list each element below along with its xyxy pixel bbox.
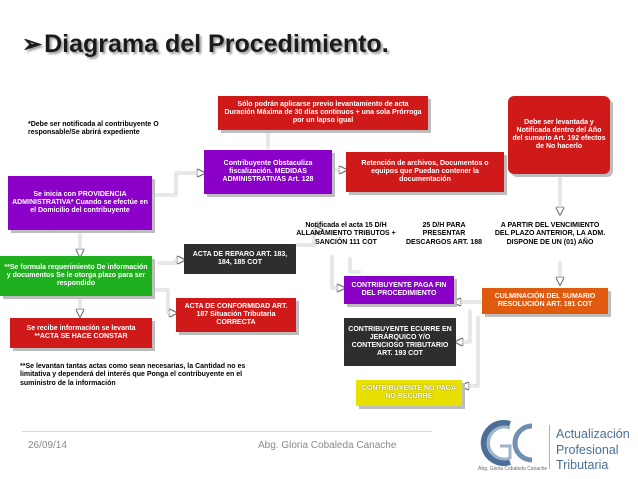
deadline-warning-box [508,96,610,174]
culminacion-sumario-box [482,288,608,314]
acta-reparo-text: ACTA DE REPARO ART. 183, 184, 185 COT [192,250,288,266]
contribuyente-recurre-box [344,318,456,366]
levanta-acta-box [10,318,152,348]
title-arrow-icon: ➢ [22,31,43,58]
contribuyente-paga-text: CONTRIBUYENTE PAGA FIN DEL PROCEDIMIENTO [351,281,447,297]
culminacion-sumario-text: CULMINACIÓN DEL SUMARIO RESOLUCIÓN ART. 191 COT [494,292,596,308]
footer-divider [22,431,432,432]
title-text: Diagrama del Procedimiento. [44,30,389,58]
max-duration-note-text: Sólo podrán aplicarse previo levantamiento de acta Duración Máxima de 30 días continuos + una sola Prórroga por un lapso igual [224,100,422,125]
requerimiento-box [0,256,152,296]
gcc-logo-icon [470,418,548,468]
providencia-box [8,176,152,230]
levanta-acta-text: Se recibe información se levanta **ACTA SE HACE CONSTAR [26,324,136,340]
actas-footnote-text: **Se levantan tantas actas como sean necesarias, la Cantidad no es limitativa y dependerá del interés que Ponga el contribuyente en el suministro de la información [20,363,246,387]
retencion-box [346,152,504,192]
acta-conformidad-text: ACTA DE CONFORMIDAD ART. 187 Situación Tributaria CORRECTA [184,302,288,327]
logo-line-3: Tributaria [556,458,609,473]
logo-divider [549,425,550,469]
no-paga-box [356,380,462,406]
notified-act-term [284,222,408,247]
descargos-term-text: 25 D/H PARA PRESENTAR DESCARGOS ART. 188 [406,222,482,246]
notified-act-term-text: Notificada el acta 15 D/H ALLANAMIENTO TRIBUTOS + SANCIÓN 111 COT [296,222,396,246]
actas-footnote [20,363,250,388]
no-paga-text: CONTRIBUYENTE NO PAGA NO RECURRE [361,384,457,400]
deadline-warning-text: Debe ser levantada y Notificada dentro del Año del sumario Art. 192 efectos de No hacerlo [512,118,606,151]
notification-note [28,121,198,138]
contribuyente-recurre-text: CONTRIBUYENTE ECURRE EN JERÁRQUICO Y/O CONTENCIOSO TRIBUTARIO ART. 193 COT [348,325,452,358]
medidas-administrativas-text: Contribuyente Obstaculiza fiscalización. MEDIDAS ADMINISTRATIVAS Art. 128 [222,159,314,184]
footer-author: Abg. Gloria Cobaleda Canache [258,440,397,451]
notification-note-text: *Debe ser notificada al contribuyente O responsable/Se abrirá expediente [28,121,159,137]
admin-deadline-term [494,222,606,247]
logo-line-2: Profesional [556,442,619,457]
requerimiento-text: **Se formula requerimiento De información y documentos Se le otorga plazo para ser respondido [4,263,148,288]
footer-date: 26/09/14 [28,440,67,451]
logo-wordmark [556,427,630,474]
logo-caption: Abg. Gloria Cobaleda Canache [478,466,548,472]
providencia-text: Se inicia con PROVIDENCIA ADMINISTRATIVA* Cuando se efectúe en el Domicilio del contribuyente [12,190,148,215]
admin-deadline-term-text: A PARTIR DEL VENCIMIENTO DEL PLAZO ANTERIOR, LA ADM. DISPONE DE UN (01) AÑO [494,222,606,246]
max-duration-note-box [218,96,428,130]
medidas-administrativas-box [204,150,332,194]
contribuyente-paga-box [344,276,454,304]
acta-conformidad-box [176,298,296,332]
acta-reparo-box [184,244,296,274]
retencion-text: Retención de archivos, Documentos o equipos que Puedan contener la documentación [361,159,489,184]
descargos-term [404,222,484,247]
logo-line-1: Actualización [556,427,630,441]
